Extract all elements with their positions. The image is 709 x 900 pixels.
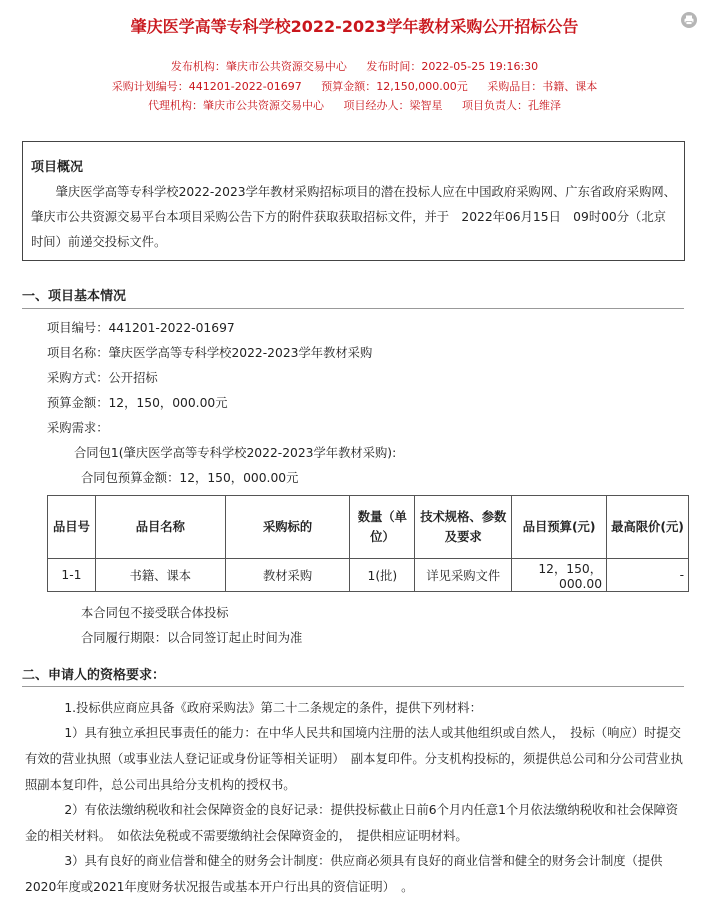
overview-text: 肇庆医学高等专科学校2022-2023学年教材采购招标项目的潜在投标人应在中国政府采购网、广东省政府采购网、肇庆市公共资源交易平台本项目采购公告下方的附件获取获取招标文件，并于 2022年06月15日 09时00分（北京时间）前递交投标文件。 [31, 185, 676, 249]
announcement-title: 肇庆医学高等专科学校2022-2023学年教材采购公开招标公告 [130, 17, 579, 36]
project-number: 项目编号：441201-2022-01697 [47, 321, 235, 335]
project-leader: 项目负责人：孔维泽 [462, 99, 561, 112]
qualification-2: 2）有依法缴纳税收和社会保障资金的良好记录：提供投标截止日前6个月内任意1个月依法缴纳税收和社会保障资金的相关材料。 如依法免税或不需要缴纳社会保障资金的， 提供相应证明材料。 [25, 803, 679, 843]
section2-heading: 二、申请人的资格要求： [22, 668, 166, 683]
cell-item-name: 书籍、课本 [95, 559, 225, 592]
items-table [47, 495, 689, 592]
meta-row-agency [0, 97, 709, 113]
overview-heading: 项目概况 [31, 160, 84, 175]
procurement-method: 采购方式：公开招标 [47, 371, 158, 385]
project-overview-box [22, 141, 685, 261]
col-quantity: 数量（单位） [350, 496, 415, 559]
no-consortium-note: 本合同包不接受联合体投标 [81, 606, 229, 620]
col-item-no: 品目号 [48, 496, 96, 559]
table-header-row [48, 496, 689, 559]
printer-icon[interactable] [681, 12, 697, 28]
cell-quantity: 1(批) [350, 559, 415, 592]
requirements-label: 采购需求： [47, 421, 109, 435]
col-budget: 品目预算(元) [512, 496, 607, 559]
qualification-3: 3）具有良好的商业信誉和健全的财务会计制度：供应商必须具有良好的商业信誉和健全的财务会计制度（提供2020年度或2021年度财务状况报告或基本开户行出具的资信证明） 。 [25, 854, 663, 894]
col-spec: 技术规格、参数及要求 [415, 496, 512, 559]
table-row [48, 559, 689, 592]
section1-heading: 一、项目基本情况 [22, 289, 127, 304]
col-item-name: 品目名称 [95, 496, 225, 559]
package-budget: 合同包预算金额：12，150，000.00元 [81, 471, 299, 485]
col-max-price: 最高限价(元) [607, 496, 689, 559]
handler: 项目经办人：梁智星 [343, 99, 443, 112]
agency: 代理机构：肇庆市公共资源交易中心 [148, 99, 324, 112]
col-subject: 采购标的 [225, 496, 350, 559]
meta-row-plan [0, 78, 709, 94]
cell-max-price: - [607, 559, 689, 592]
cell-subject: 教材采购 [225, 559, 350, 592]
qualification-1: 1）具有独立承担民事责任的能力：在中华人民共和国境内注册的法人或其他组织或自然人， 投标（响应）时提交有效的营业执照（或事业法人登记证或身份证等相关证明） 副本复印件。分支机构投标的，须提供总公司和分公司营业执照副本复印件，总公司出具给分支机构的授权书。 [25, 726, 683, 792]
cell-budget: 12，150，000.00 [512, 559, 607, 592]
meta-row-publisher [0, 58, 709, 74]
qualification-intro: 1.投标供应商应具备《政府采购法》第二十二条规定的条件，提供下列材料： [64, 701, 482, 715]
contract-package: 合同包1(肇庆医学高等专科学校2022-2023学年教材采购): [74, 446, 397, 460]
project-name: 项目名称：肇庆医学高等专科学校2022-2023学年教材采购 [47, 346, 373, 360]
budget-amount: 预算金额：12,150,000.00元 [321, 80, 468, 93]
publisher: 发布机构：肇庆市公共资源交易中心 [170, 60, 347, 73]
cell-item-no: 1-1 [48, 559, 96, 592]
publish-time: 发布时间：2022-05-25 19:16:30 [366, 60, 539, 73]
contract-term: 合同履行期限：以合同签订起止时间为准 [81, 631, 303, 645]
section2-divider [22, 686, 684, 687]
plan-number: 采购计划编号：441201-2022-01697 [111, 80, 302, 93]
section1-divider [22, 308, 684, 309]
procurement-item: 采购品目：书籍、课本 [487, 80, 598, 93]
budget-line: 预算金额：12，150，000.00元 [47, 396, 228, 410]
cell-spec: 详见采购文件 [415, 559, 512, 592]
